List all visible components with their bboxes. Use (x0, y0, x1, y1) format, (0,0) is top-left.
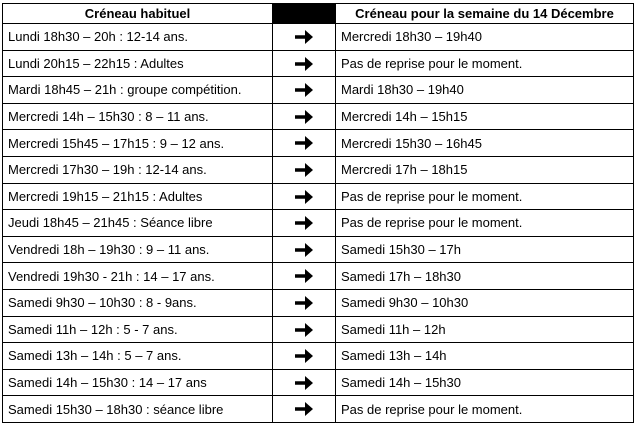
right-arrow-icon (294, 295, 314, 311)
arrow-cell (273, 316, 336, 343)
new-slot-cell: Pas de reprise pour le moment. (336, 183, 634, 210)
new-slot-cell: Samedi 17h – 18h30 (336, 263, 634, 290)
schedule-table (2, 3, 634, 423)
old-slot-cell: Jeudi 18h45 – 21h45 : Séance libre (3, 210, 273, 237)
new-slot-cell: Mercredi 17h – 18h15 (336, 156, 634, 183)
right-arrow-icon (294, 348, 314, 364)
table-row (3, 236, 634, 263)
old-slot-cell: Mercredi 17h30 – 19h : 12-14 ans. (3, 156, 273, 183)
table-row (3, 316, 634, 343)
table-row (3, 210, 634, 237)
new-slot-cell: Pas de reprise pour le moment. (336, 210, 634, 237)
arrow-cell (273, 396, 336, 423)
old-slot-cell: Mercredi 14h – 15h30 : 8 – 11 ans. (3, 103, 273, 130)
arrow-cell (273, 24, 336, 51)
new-slot-cell: Samedi 11h – 12h (336, 316, 634, 343)
new-slot-cell: Pas de reprise pour le moment. (336, 50, 634, 77)
old-slot-cell: Lundi 18h30 – 20h : 12-14 ans. (3, 24, 273, 51)
old-slot-cell: Mercredi 19h15 – 21h15 : Adultes (3, 183, 273, 210)
new-slot-cell: Pas de reprise pour le moment. (336, 396, 634, 423)
table-row (3, 183, 634, 210)
old-slot-cell: Samedi 14h – 15h30 : 14 – 17 ans (3, 369, 273, 396)
old-slot-cell: Samedi 11h – 12h : 5 - 7 ans. (3, 316, 273, 343)
right-arrow-icon (294, 29, 314, 45)
arrow-cell (273, 183, 336, 210)
table-row (3, 130, 634, 157)
table-row (3, 24, 634, 51)
table-row (3, 369, 634, 396)
schedule-rows (3, 24, 634, 423)
right-arrow-icon (294, 242, 314, 258)
new-slot-cell: Samedi 9h30 – 10h30 (336, 289, 634, 316)
table-row (3, 396, 634, 423)
arrow-cell (273, 236, 336, 263)
right-arrow-icon (294, 109, 314, 125)
table-row (3, 77, 634, 104)
table-row (3, 50, 634, 77)
header-new-slot: Créneau pour la semaine du 14 Décembre (336, 4, 634, 24)
arrow-cell (273, 77, 336, 104)
new-slot-cell: Samedi 15h30 – 17h (336, 236, 634, 263)
right-arrow-icon (294, 268, 314, 284)
old-slot-cell: Samedi 9h30 – 10h30 : 8 - 9ans. (3, 289, 273, 316)
old-slot-cell: Vendredi 18h – 19h30 : 9 – 11 ans. (3, 236, 273, 263)
arrow-cell (273, 156, 336, 183)
table-row (3, 289, 634, 316)
right-arrow-icon (294, 215, 314, 231)
new-slot-cell: Mercredi 15h30 – 16h45 (336, 130, 634, 157)
header-old-slot: Créneau habituel (3, 4, 273, 24)
table-row (3, 103, 634, 130)
right-arrow-icon (294, 189, 314, 205)
arrow-cell (273, 369, 336, 396)
arrow-cell (273, 50, 336, 77)
new-slot-cell: Mercredi 14h – 15h15 (336, 103, 634, 130)
new-slot-cell: Mercredi 18h30 – 19h40 (336, 24, 634, 51)
table-row (3, 156, 634, 183)
new-slot-cell: Mardi 18h30 – 19h40 (336, 77, 634, 104)
arrow-cell (273, 103, 336, 130)
arrow-cell (273, 210, 336, 237)
old-slot-cell: Mercredi 15h45 – 17h15 : 9 – 12 ans. (3, 130, 273, 157)
new-slot-cell: Samedi 13h – 14h (336, 343, 634, 370)
header-arrow-cell (273, 4, 336, 24)
arrow-cell (273, 289, 336, 316)
arrow-cell (273, 343, 336, 370)
new-slot-cell: Samedi 14h – 15h30 (336, 369, 634, 396)
right-arrow-icon (294, 401, 314, 417)
table-row (3, 343, 634, 370)
table-row (3, 263, 634, 290)
header-row (3, 4, 634, 24)
right-arrow-icon (294, 162, 314, 178)
right-arrow-icon (294, 56, 314, 72)
arrow-cell (273, 263, 336, 290)
arrow-cell (273, 130, 336, 157)
right-arrow-icon (294, 322, 314, 338)
right-arrow-icon (294, 82, 314, 98)
old-slot-cell: Samedi 15h30 – 18h30 : séance libre (3, 396, 273, 423)
old-slot-cell: Lundi 20h15 – 22h15 : Adultes (3, 50, 273, 77)
right-arrow-icon (294, 375, 314, 391)
right-arrow-icon (294, 135, 314, 151)
old-slot-cell: Vendredi 19h30 - 21h : 14 – 17 ans. (3, 263, 273, 290)
old-slot-cell: Mardi 18h45 – 21h : groupe compétition. (3, 77, 273, 104)
old-slot-cell: Samedi 13h – 14h : 5 – 7 ans. (3, 343, 273, 370)
